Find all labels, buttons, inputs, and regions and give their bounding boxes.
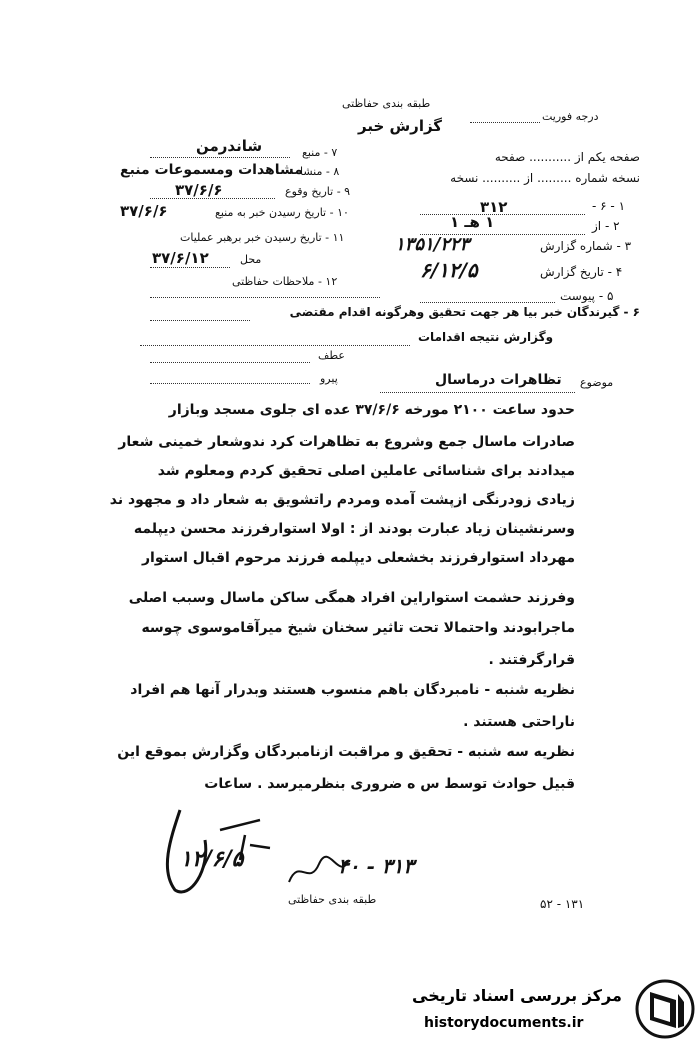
field-11-label: ۱۱ - تاریخ رسیدن خبر برهبر عملیات	[180, 231, 345, 244]
field-12-label: ۱۲ - ملاحظات حفاظتی	[232, 275, 338, 288]
archive-logo-icon	[634, 978, 696, 1040]
classification-label-top: طبقه بندی حفاظتی	[342, 97, 431, 110]
archive-watermark	[372, 958, 699, 1049]
field-11-dots	[150, 267, 230, 268]
field-2-label: ۲ - از	[592, 219, 620, 233]
watermark-org-name: مرکز بررسی اسناد تاریخی	[412, 986, 622, 1005]
field-6-continued: وگزارش نتیجه اقدامات	[418, 330, 554, 344]
subject-dots	[380, 392, 575, 393]
body-line-7: وفرزند حشمت استواراین افراد همگی ساکن ماسال وسبب اصلی	[128, 590, 575, 606]
field-7-label: ۷ - منبع	[302, 146, 338, 159]
urgency-label: درجه فوریت	[542, 110, 599, 123]
body-line-1: حدود ساعت ۲۱۰۰ مورخه ۳۷/۶/۶ عده ای جلوی مسجد وبازار	[168, 402, 575, 418]
opinion-line-1: نظریه شنبه - نامبردگان باهم منسوب هستند وبدرار آنها هم افراد	[130, 682, 575, 698]
field-10-label: ۱۰ - تاریخ رسیدن خبر به منبع	[215, 206, 349, 219]
body-line-2: صادرات ماسال جمع وشروع به تظاهرات کرد ندوشعار خمینی شعار	[118, 434, 575, 450]
field-12-dots-1	[150, 297, 380, 298]
body-line-3: میدادند برای شناسائی عاملین اصلی تحقیق کردم ومعلوم شد	[157, 463, 575, 479]
field-9-value: ۳۷/۶/۶	[175, 181, 223, 199]
field-9-label: ۹ - تاریخ وقوع	[285, 185, 351, 198]
opinion-line-4: قبیل حوادث توسط س ه ضروری بنظرمیرسد . ساعات	[204, 776, 575, 792]
field-11-location-label: محل	[240, 253, 262, 266]
field-3-label: ۳ - شماره گزارش	[540, 239, 632, 253]
field-2-value: ۱ هـ ۱	[450, 213, 495, 231]
field-11-value: ۳۷/۶/۱۲	[152, 249, 209, 267]
body-line-6: مهرداد استوارفرزند بخشعلی دیپلمه فرزند مرحوم اقبال استوار	[141, 550, 575, 566]
field-7-value: شاندرمن	[196, 137, 263, 155]
watermark-site: historydocuments.ir	[424, 1015, 584, 1031]
field-1-value: ۳۱۲	[480, 198, 508, 216]
field-1-dots	[420, 214, 585, 215]
body-line-5: وسرنشینان زیاد عبارت بودند از : اولا استوارفرزند محسن دیپلمه	[133, 521, 575, 537]
page-count-label: صفحه یکم از ........... صفحه	[494, 150, 640, 164]
field-5-label: ۵ - پیوست	[560, 289, 614, 303]
field-3-value: ۱۳۵۱/۲۲۳	[395, 234, 470, 255]
field-6-label: ۶ - گیرندگان خبر بیا هر جهت تحقیق وهرگونه اقدام مقتضی	[289, 305, 640, 319]
classification-label-bottom: طبقه بندی حفاظتی	[288, 893, 377, 906]
field-4-label: ۴ - تاریخ گزارش	[540, 265, 623, 279]
atf-label: عطف	[318, 349, 345, 362]
opinion-line-3: نظریه سه شنبه - تحقیق و مراقبت ازنامبردگان وگزارش بموقع این	[117, 744, 575, 760]
copy-number-label: نسخه شماره ......... از .......... نسخه	[450, 171, 640, 185]
field-8-label: ۸ - منشا	[300, 165, 340, 178]
atf-dots	[150, 362, 310, 363]
handwritten-ref: ۳۱۳ - ۴۰	[338, 854, 414, 878]
subject-value: تظاهرات درماسال	[435, 372, 562, 388]
subject-label: موضوع	[580, 376, 614, 389]
form-number: ۱۳۱ - ۵۲	[540, 897, 585, 911]
field-10-value: ۳۷/۶/۶	[120, 202, 168, 220]
body-line-4: زیادی زودرنگی ازپشت آمده ومردم راتشویق به شعار داد و مجهود ند	[109, 492, 575, 508]
body-line-9: قرارگرفتند .	[488, 652, 575, 668]
field-4-value: ۶/۱۲/۵	[420, 258, 478, 282]
field-9-dots	[150, 198, 275, 199]
form-title: گزارش خبر	[358, 117, 443, 135]
field-5-dots	[420, 302, 555, 303]
urgency-dots	[470, 122, 540, 123]
peyro-label: پیرو	[320, 372, 338, 385]
field-1-label: ۱ - ۶ -	[592, 199, 626, 213]
opinion-line-2: ناراحتی هستند .	[463, 714, 575, 730]
peyro-dots	[150, 383, 310, 384]
body-line-8: ماجرابودند واحتمالا تحت تاثیر سخنان شیخ میرآقاموسوی چوسه	[141, 620, 575, 636]
field-7-dots	[150, 157, 290, 158]
field-6-dots	[140, 345, 410, 346]
field-12-dots-2	[150, 320, 250, 321]
handwritten-squiggle	[284, 852, 354, 892]
handwritten-date: ۱۲/۶/۵	[180, 846, 244, 872]
field-8-value: مشاهدات ومسموعات منبع	[120, 162, 303, 178]
